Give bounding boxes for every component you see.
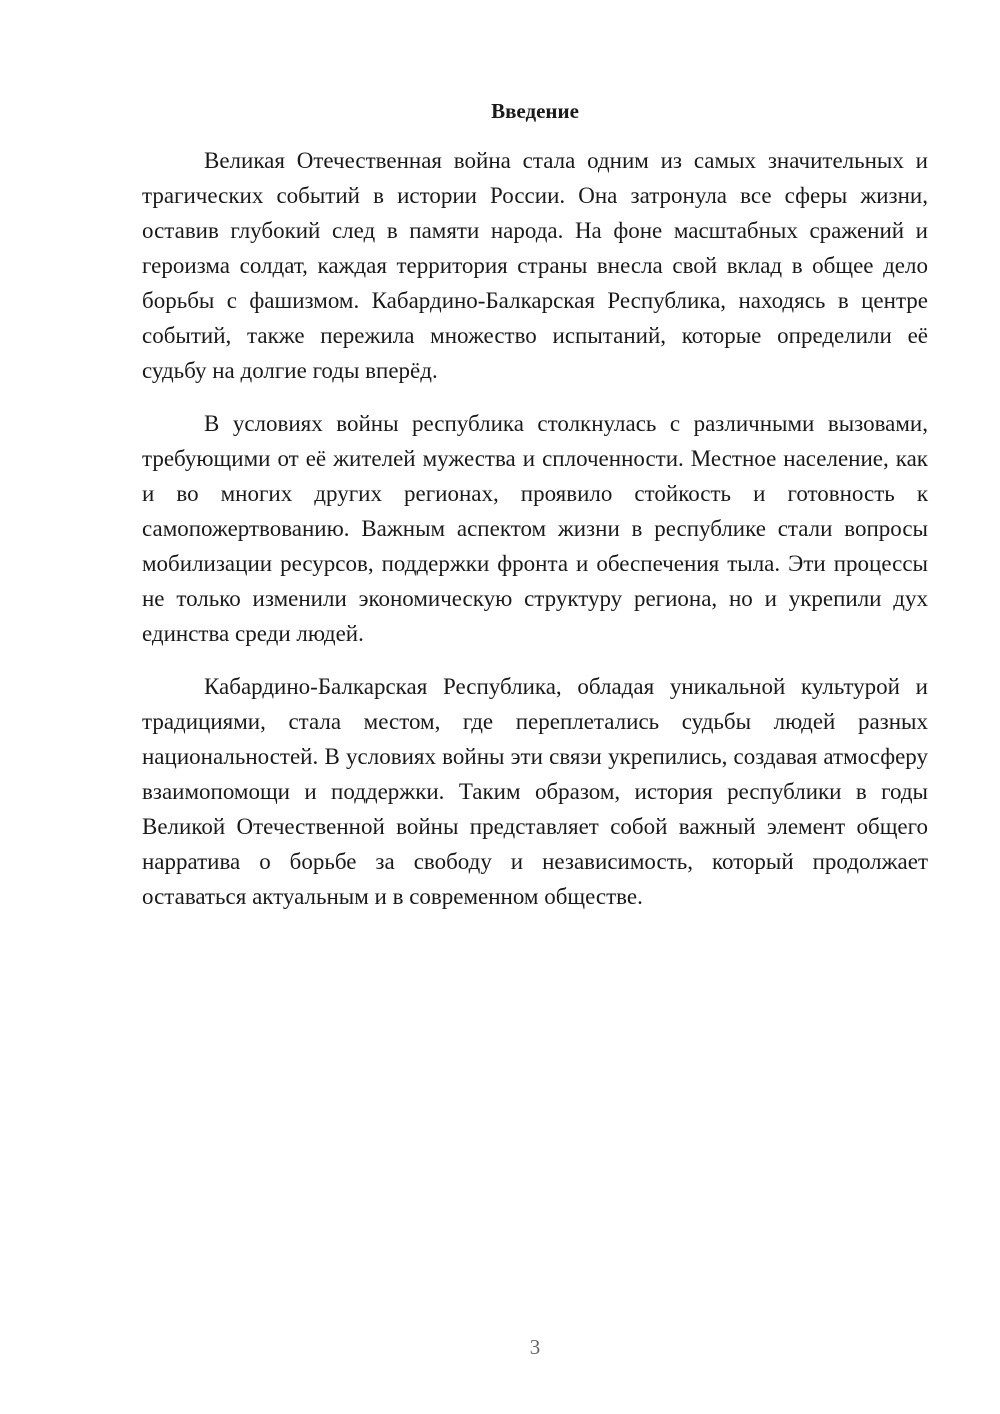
paragraph-3: Кабардино-Балкарская Республика, обладая уникальной культурой и традициями, стала местом, где переплетались судьбы людей разных национальностей. В условиях войны эти связи укрепились, создавая атмосферу взаимопомощи и поддержки. Таким образом, история республики в годы Великой Отечественной войны представляет собой важный элемент общего нарратива о борьбе за свободу и независимость, который продолжает оставаться актуальным и в современном обществе. (142, 674, 928, 909)
page-number: 3 (529, 1335, 541, 1359)
paragraph-1: Великая Отечественная война стала одним из самых значительных и трагических событий в истории России. Она затронула все сферы жизни, оставив глубокий след в памяти народа. На фоне масштабных сражений и героизма солдат, каждая территория страны внесла свой вклад в общее дело борьбы с фашизмом. Кабардино-Балкарская Республика, находясь в центре событий, также пережила множество испытаний, которые определили её судьбу на долгие годы вперёд. (142, 148, 928, 383)
document-body (142, 143, 928, 932)
page-title: Введение (491, 99, 579, 123)
paragraph-2: В условиях войны республика столкнулась с различными вызовами, требующими от её жителей мужества и сплоченности. Местное население, как и во многих других регионах, проявило стойкость и готовность к самопожертвованию. Важным аспектом жизни в республике стали вопросы мобилизации ресурсов, поддержки фронта и обеспечения тыла. Эти процессы не только изменили экономическую структуру региона, но и укрепили дух единства среди людей. (142, 411, 928, 646)
